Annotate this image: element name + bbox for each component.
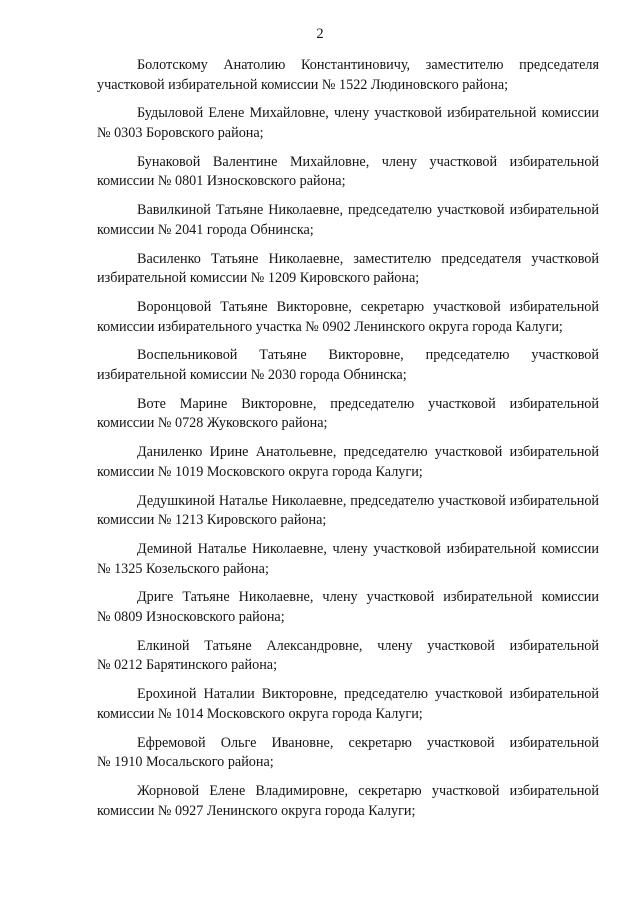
entry-first-line: Болотскому Анатолию Константиновичу, заместителю председателя [137,57,599,73]
entry-first-line: Жорновой Елене Владимировне, секретарю участковой избирательной [137,783,599,799]
list-item [97,153,599,192]
list-item [97,443,599,482]
entry-second-line: комиссии избирательного участка № 0902 Ленинского округа города Калуги; [97,318,563,335]
list-item [97,540,599,579]
list-item [97,492,599,531]
list-item [97,104,599,143]
entry-first-line: Бунаковой Валентине Михайловне, члену участковой избирательной [137,153,599,170]
entry-second-line: комиссии № 2041 города Обнинска; [97,221,314,238]
entry-second-line: избирательной комиссии № 1209 Кировского района; [97,270,420,287]
entry-first-line: Дедушкиной Наталье Николаевне, председателю участковой избирательной [137,492,599,509]
entry-second-line: № 0303 Боровского района; [97,124,264,141]
page-number: 2 [316,26,324,42]
entry-second-line: комиссии № 1019 Московского округа города Калуги; [97,463,423,480]
entry-first-line: Вавилкиной Татьяне Николаевне, председателю участковой избирательной [137,202,599,219]
list-item [97,588,599,627]
list-item [97,395,599,434]
entry-first-line: Воспельниковой Татьяне Викторовне, председателю участковой [137,347,599,364]
entry-first-line: Ефремовой Ольге Ивановне, секретарю участковой избирательной [137,734,599,751]
list-item [97,734,599,773]
entry-second-line: комиссии № 1014 Московского округа города Калуги; [97,705,423,722]
list-item [97,685,599,724]
entry-first-line: Воронцовой Татьяне Викторовне, секретарю участковой избирательной [137,299,599,315]
entry-first-line: Будыловой Елене Михайловне, члену участковой избирательной комиссии [137,105,599,122]
list-item [97,346,599,385]
entry-first-line: Дриге Татьяне Николаевне, члену участковой избирательной комиссии [137,589,599,606]
entry-first-line: Елкиной Татьяне Александровне, члену участковой избирательной [137,637,599,654]
list-item [97,637,599,676]
entry-first-line: Даниленко Ирине Анатольевне, председателю участковой избирательной [137,444,599,461]
list-item [97,782,599,821]
list-item [97,298,599,337]
list-item [97,201,599,240]
list-item [97,250,599,289]
entry-first-line: Ерохиной Наталии Викторовне, председателю участковой избирательной [137,686,599,703]
entry-first-line: Воте Марине Викторовне, председателю участковой избирательной [137,395,599,412]
entry-second-line: участковой избирательной комиссии № 1522 Людиновского района; [97,76,509,93]
entry-second-line: комиссии № 0728 Жуковского района; [97,415,328,432]
entry-second-line: избирательной комиссии № 2030 города Обнинска; [97,366,407,383]
list-item [97,56,599,95]
entry-second-line: № 0212 Барятинского района; [97,657,278,674]
entry-second-line: комиссии № 1213 Кировского района; [97,512,327,529]
entry-second-line: № 1910 Мосальского района; [97,754,274,771]
entry-second-line: комиссии № 0927 Ленинского округа города Калуги; [97,802,416,819]
entry-first-line: Василенко Татьяне Николаевне, заместителю председателя участковой [137,250,599,267]
entry-second-line: № 1325 Козельского района; [97,560,269,577]
entry-first-line: Деминой Наталье Николаевне, члену участковой избирательной комиссии [137,541,599,557]
entry-second-line: комиссии № 0801 Износковского района; [97,173,346,190]
entry-second-line: № 0809 Износковского района; [97,608,285,625]
